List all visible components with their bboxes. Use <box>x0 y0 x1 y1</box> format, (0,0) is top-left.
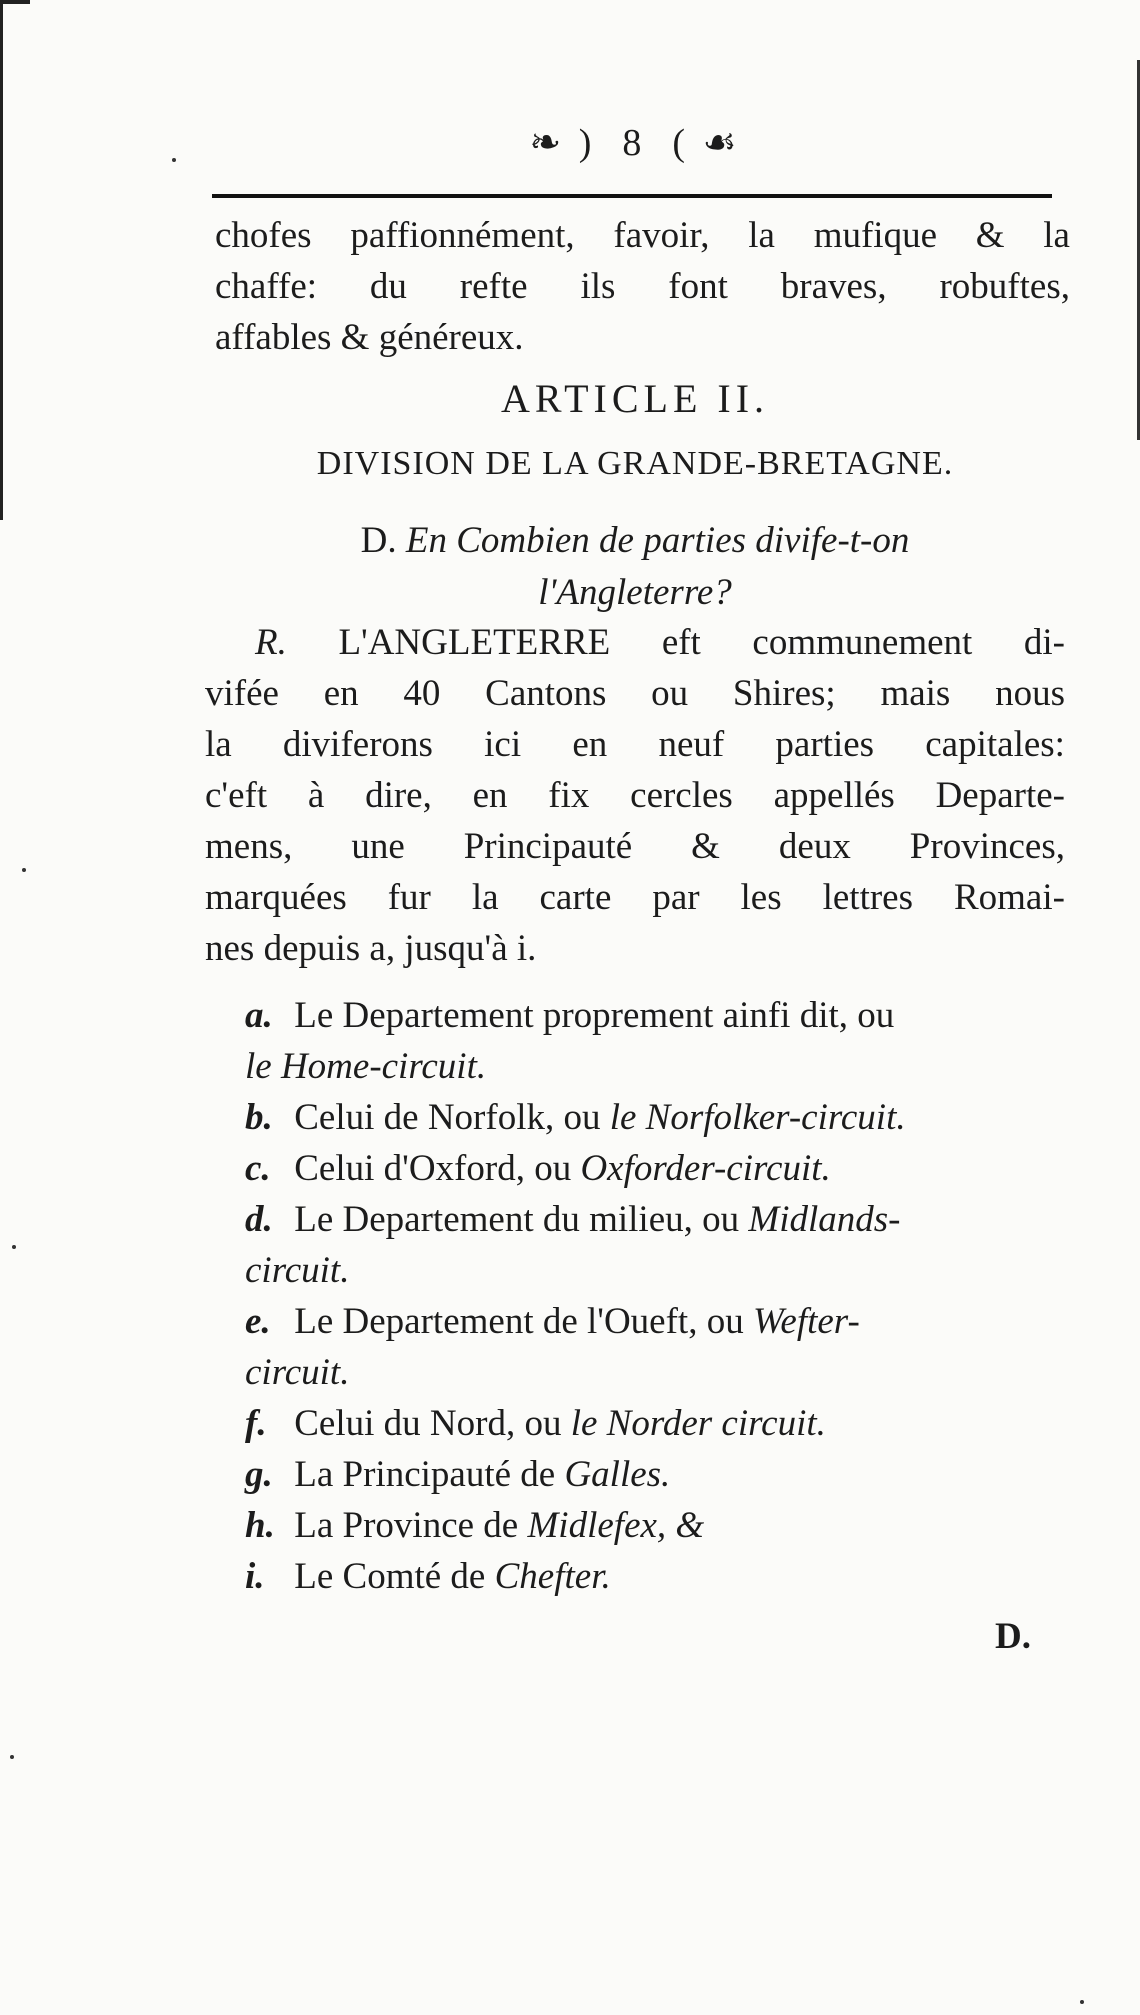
question-text: En Combien de parties divife-t-on <box>405 520 910 561</box>
word: la <box>471 877 499 918</box>
scan-right-edge <box>1133 60 1140 440</box>
list-text: Celui du Nord, ou <box>294 1403 562 1444</box>
list-item <box>245 1143 1060 1194</box>
list-item <box>245 1500 1060 1551</box>
list-text-italic: Chefter. <box>494 1556 611 1597</box>
speck <box>172 158 176 162</box>
list-item <box>245 1449 1060 1500</box>
list-letter: c. <box>245 1148 271 1189</box>
word: fix <box>548 775 590 816</box>
list-text-italic: circuit. <box>245 1250 350 1291</box>
speck <box>12 1245 16 1249</box>
word: lettres <box>822 877 913 918</box>
question-line <box>215 515 1055 567</box>
word: robuftes, <box>939 266 1070 307</box>
list-text-italic: Galles. <box>564 1454 671 1495</box>
word: parties <box>775 724 875 765</box>
word: diviferons <box>282 724 433 765</box>
word: & <box>975 215 1005 256</box>
word: en <box>472 775 508 816</box>
word: une <box>351 826 405 867</box>
list-letter: b. <box>245 1097 273 1138</box>
word: di- <box>1023 622 1065 663</box>
paragraph-line <box>205 668 1065 719</box>
list-text-italic: Midlands- <box>748 1199 901 1240</box>
word: par <box>652 877 700 918</box>
word: Romai- <box>953 877 1065 918</box>
word: du <box>369 266 407 307</box>
list-text-italic: circuit. <box>245 1352 350 1393</box>
word: dire, <box>365 775 432 816</box>
word: braves, <box>780 266 887 307</box>
section-title: DIVISION DE LA GRANDE-BRETAGNE. <box>316 445 954 482</box>
paragraph-line <box>205 719 1065 770</box>
speck <box>22 868 26 872</box>
word: ou <box>651 673 689 714</box>
answer-prefix: R. <box>255 622 287 663</box>
word: mens, <box>205 826 293 867</box>
question-prefix: D. <box>360 520 397 561</box>
word: refte <box>459 266 528 307</box>
list-item <box>245 1194 1060 1245</box>
paragraph-line <box>205 821 1065 872</box>
word: nous <box>995 673 1065 714</box>
speck <box>1080 2000 1084 2004</box>
paragraph-line <box>215 261 1070 312</box>
word: font <box>668 266 728 307</box>
header-right-ornament: ( ☙ <box>672 122 741 164</box>
word: mais <box>880 673 951 714</box>
word: chaffe: <box>215 266 318 307</box>
list-text-italic: le Home-circuit. <box>245 1046 487 1087</box>
list-text-italic: le Norder circuit. <box>570 1403 826 1444</box>
list-item <box>245 1398 1060 1449</box>
list-text: Le Departement de l'Oueft, ou <box>294 1301 744 1342</box>
paragraph-line <box>205 617 1065 668</box>
question-line <box>215 567 1055 619</box>
word: la <box>748 215 775 256</box>
list-text: Le Comté de <box>294 1556 486 1597</box>
paragraph-line <box>205 872 1065 923</box>
paragraph-line <box>205 770 1065 821</box>
word: la <box>1043 215 1070 256</box>
list-item <box>245 1296 1060 1347</box>
word: appellés <box>773 775 895 816</box>
word: Departe- <box>935 775 1065 816</box>
word: mufique <box>813 215 937 256</box>
paragraph-line: affables & généreux. <box>215 317 524 358</box>
question <box>215 515 1055 619</box>
word: carte <box>539 877 612 918</box>
word: & <box>691 826 720 867</box>
list-text-italic: Midlefex, & <box>527 1505 705 1546</box>
header-rule <box>212 194 1052 198</box>
list-letter: i. <box>245 1556 265 1597</box>
list-text: La Principauté de <box>294 1454 556 1495</box>
list-text: Celui de Norfolk, ou <box>294 1097 601 1138</box>
word: L'ANGLETERRE <box>338 622 611 663</box>
page-header <box>215 120 1055 165</box>
word: fur <box>387 877 431 918</box>
word: neuf <box>658 724 725 765</box>
word: capitales: <box>925 724 1065 765</box>
paragraph-line <box>215 210 1070 261</box>
list-item-continuation <box>245 1245 1060 1296</box>
word: deux <box>778 826 851 867</box>
word: favoir, <box>613 215 710 256</box>
list-text-italic: Oxforder-circuit. <box>580 1148 831 1189</box>
list-letter: a. <box>245 995 273 1036</box>
word: en <box>323 673 359 714</box>
word: chofes <box>215 215 312 256</box>
list-letter: e. <box>245 1301 271 1342</box>
catchword: D. <box>995 1616 1031 1657</box>
list-item-continuation <box>245 1347 1060 1398</box>
word: Cantons <box>485 673 607 714</box>
word: Principauté <box>463 826 633 867</box>
list-letter: h. <box>245 1505 275 1546</box>
word: marquées <box>205 877 347 918</box>
list-text: La Province de <box>294 1505 519 1546</box>
list-text: Le Departement du milieu, ou <box>294 1199 740 1240</box>
page-number: 8 <box>622 122 646 164</box>
list-item <box>245 1092 1060 1143</box>
word: cercles <box>630 775 733 816</box>
word: ici <box>484 724 522 765</box>
paragraph-line: nes depuis a, jusqu'à i. <box>205 928 537 969</box>
answer-paragraph <box>205 617 1065 974</box>
word: c'eft <box>205 775 268 816</box>
word: ils <box>580 266 616 307</box>
list-letter: f. <box>245 1403 267 1444</box>
word: en <box>572 724 608 765</box>
word: la <box>205 724 232 765</box>
word: Shires; <box>732 673 836 714</box>
word: communement <box>752 622 973 663</box>
speck <box>10 1755 14 1759</box>
list-letter: d. <box>245 1199 273 1240</box>
list-text: Celui d'Oxford, ou <box>294 1148 572 1189</box>
opening-paragraph <box>215 210 1070 363</box>
word: Provinces, <box>909 826 1065 867</box>
word: vifée <box>205 673 279 714</box>
list-item <box>245 990 1060 1041</box>
question-text: l'Angleterre? <box>538 572 732 613</box>
word: eft <box>661 622 701 663</box>
word: paffionnément, <box>350 215 575 256</box>
word: les <box>740 877 782 918</box>
list-item-continuation <box>245 1041 1060 1092</box>
list-text: Le Departement proprement ainfi dit, ou <box>294 995 895 1036</box>
article-title: ARTICLE II. <box>500 376 770 421</box>
circuit-list <box>245 990 1060 1602</box>
list-letter: g. <box>245 1454 273 1495</box>
word: à <box>307 775 325 816</box>
list-text-italic: le Norfolker-circuit. <box>609 1097 906 1138</box>
word: 40 <box>403 673 441 714</box>
scan-left-edge <box>0 0 9 520</box>
header-left-ornament: ❧ ) <box>529 122 596 164</box>
list-text-italic: Wefter- <box>752 1301 860 1342</box>
list-item <box>245 1551 1060 1602</box>
